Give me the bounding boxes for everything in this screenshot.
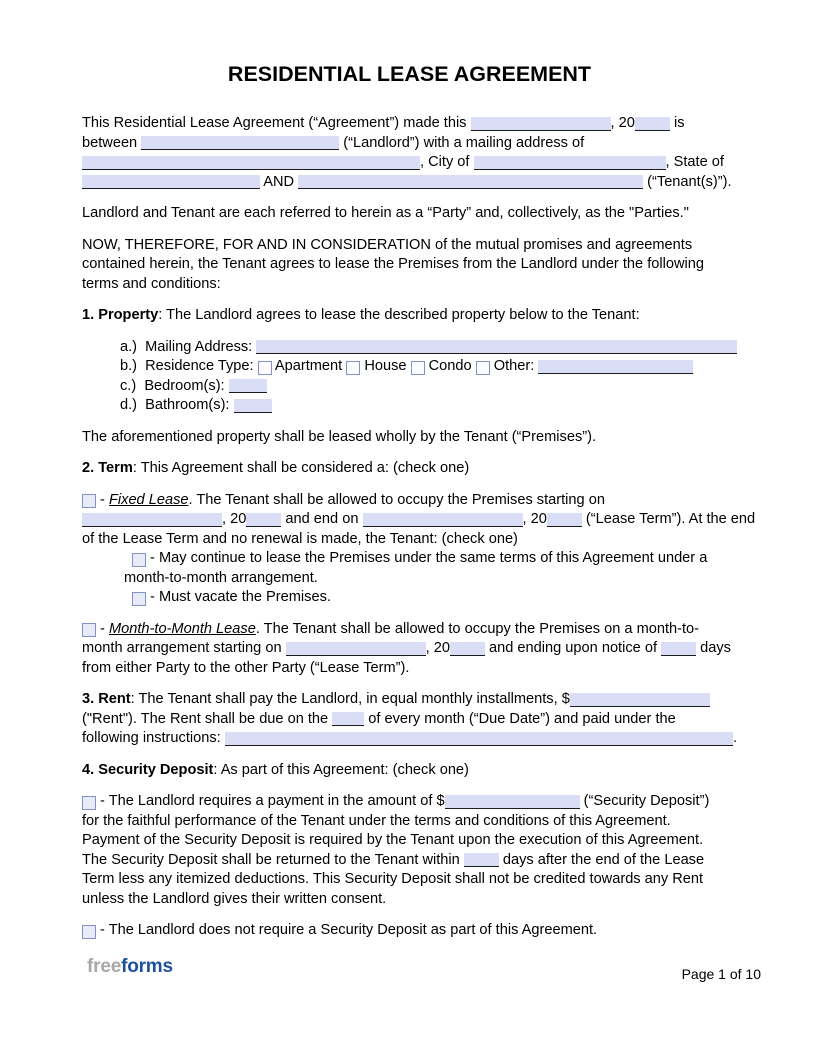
text-run: , 20 bbox=[610, 115, 635, 131]
blank-field[interactable] bbox=[332, 712, 364, 726]
blank-field[interactable] bbox=[82, 513, 222, 527]
text-line bbox=[82, 761, 737, 781]
text-run: - May continue to lease the Premises under the same terms of this Agreement under a bbox=[146, 550, 708, 566]
text-line bbox=[82, 153, 737, 173]
document-title: RESIDENTIAL LEASE AGREEMENT bbox=[227, 62, 592, 86]
checkbox[interactable] bbox=[82, 796, 96, 810]
text-line bbox=[82, 114, 737, 134]
text-run: (“Landlord”) with a mailing address of bbox=[339, 134, 585, 151]
text-run: month arrangement starting on bbox=[82, 640, 286, 656]
text-run: - Must vacate the Premises. bbox=[146, 589, 331, 605]
text-run: Other: bbox=[489, 358, 539, 374]
text-run: terms and conditions: bbox=[82, 275, 221, 292]
text-run: , 20 bbox=[222, 511, 247, 527]
text-line bbox=[82, 851, 737, 871]
blank-field[interactable] bbox=[661, 642, 696, 656]
text-line bbox=[82, 549, 737, 569]
text-run: . bbox=[732, 730, 737, 746]
checkbox[interactable] bbox=[82, 925, 96, 939]
blank-field[interactable] bbox=[474, 156, 666, 170]
text-run: month-to-month arrangement. bbox=[124, 569, 318, 586]
checkbox[interactable] bbox=[476, 361, 490, 375]
checkbox[interactable] bbox=[411, 361, 425, 375]
text-run: , City of bbox=[420, 154, 474, 170]
section-4-security-deposit-heading bbox=[82, 761, 737, 781]
text-run: and end on bbox=[281, 511, 363, 527]
lease-type-label: Fixed Lease bbox=[108, 491, 189, 508]
text-line bbox=[82, 428, 737, 448]
text-run: c.) Bedroom(s): bbox=[120, 377, 229, 394]
text-run: : The Landlord agrees to lease the described property below to the Tenant: bbox=[158, 307, 640, 323]
text-run: The aforementioned property shall be leased wholly by the Tenant (“Premises”). bbox=[82, 428, 597, 445]
section-label: 3. Rent bbox=[82, 691, 131, 707]
text-line bbox=[82, 338, 737, 358]
blank-field[interactable] bbox=[547, 513, 582, 527]
checkbox[interactable] bbox=[82, 494, 96, 508]
security-deposit-not-required-option bbox=[82, 921, 737, 941]
text-run: - The Landlord requires a payment in the amount of $ bbox=[96, 793, 445, 809]
text-run: between bbox=[82, 134, 142, 151]
checkbox[interactable] bbox=[132, 592, 146, 606]
text-run: Payment of the Security Deposit is required by the Tenant upon the execution of this Agreement. bbox=[82, 832, 704, 848]
text-run: (“Lease Term”). At the end bbox=[581, 511, 756, 527]
text-line bbox=[82, 690, 737, 710]
text-run: Apartment bbox=[271, 358, 347, 374]
text-run: is bbox=[669, 115, 685, 131]
text-run: : The Tenant shall pay the Landlord, in equal monthly installments, $ bbox=[130, 691, 570, 707]
text-line bbox=[82, 510, 756, 530]
premises-paragraph bbox=[82, 428, 737, 448]
text-run: The Security Deposit shall be returned to the Tenant within bbox=[82, 851, 464, 868]
text-line bbox=[82, 491, 737, 511]
text-line bbox=[82, 173, 737, 193]
text-line bbox=[82, 812, 737, 832]
checkbox[interactable] bbox=[258, 361, 272, 375]
text-run: of every month (“Due Date”) and paid under the bbox=[364, 710, 676, 727]
text-run: Landlord and Tenant are each referred to herein as a “Party” and, collectively, as the "Parties." bbox=[82, 205, 689, 221]
text-run: Term less any itemized deductions. This Security Deposit shall not be credited towards any Rent bbox=[82, 871, 704, 887]
text-line bbox=[82, 396, 737, 416]
text-line bbox=[82, 459, 737, 479]
intro-paragraph bbox=[82, 114, 737, 192]
section-label: 1. Property bbox=[82, 307, 159, 323]
text-run: - The Landlord does not require a Security Deposit as part of this Agreement. bbox=[96, 922, 598, 938]
consideration-paragraph bbox=[82, 236, 737, 295]
text-run: days bbox=[696, 640, 731, 656]
logo-forms-text: forms bbox=[121, 956, 173, 977]
text-line bbox=[82, 377, 737, 397]
text-run: - bbox=[96, 620, 109, 637]
section-label: 4. Security Deposit bbox=[82, 761, 214, 778]
page-number: Page 1 of 10 bbox=[681, 966, 761, 982]
blank-field[interactable] bbox=[141, 136, 339, 150]
text-line bbox=[82, 588, 737, 608]
text-run: House bbox=[360, 358, 411, 374]
text-run: : As part of this Agreement: (check one) bbox=[213, 761, 469, 778]
section-2-term-heading bbox=[82, 459, 737, 479]
text-run: unless the Landlord gives their written consent. bbox=[82, 890, 387, 907]
page-footer bbox=[87, 956, 761, 982]
text-line bbox=[82, 921, 737, 941]
blank-field[interactable] bbox=[471, 117, 611, 131]
text-run: ("Rent"). The Rent shall be due on the bbox=[82, 710, 333, 727]
month-to-month-option bbox=[82, 620, 737, 679]
text-run: b.) Residence Type: bbox=[120, 358, 258, 374]
blank-field[interactable] bbox=[635, 117, 670, 131]
blank-field[interactable] bbox=[363, 513, 523, 527]
blank-field[interactable] bbox=[450, 642, 485, 656]
text-line bbox=[82, 134, 737, 154]
text-run: NOW, THEREFORE, FOR AND IN CONSIDERATION of the mutual promises and agreements bbox=[82, 236, 693, 253]
text-line bbox=[82, 236, 737, 256]
text-run: AND bbox=[260, 173, 299, 190]
blank-field[interactable] bbox=[570, 693, 710, 707]
property-items bbox=[82, 338, 737, 416]
text-line bbox=[82, 204, 737, 224]
text-line bbox=[82, 870, 737, 890]
text-line bbox=[82, 357, 737, 377]
section-1-property-heading bbox=[82, 306, 737, 326]
text-run: Condo bbox=[424, 358, 476, 374]
text-run: , State of bbox=[665, 154, 724, 170]
text-line bbox=[82, 275, 737, 295]
blank-field[interactable] bbox=[246, 513, 281, 527]
text-run: , 20 bbox=[522, 511, 547, 527]
section-3-rent bbox=[82, 690, 737, 749]
checkbox[interactable] bbox=[82, 623, 96, 637]
text-run: - bbox=[96, 491, 109, 508]
text-line bbox=[82, 710, 737, 730]
text-line bbox=[82, 890, 737, 910]
text-run: . The Tenant shall be allowed to occupy the Premises on a month-to- bbox=[255, 620, 700, 637]
text-run: a.) Mailing Address: bbox=[120, 338, 257, 355]
text-run: (“Security Deposit”) bbox=[579, 793, 710, 809]
text-run: of the Lease Term and no renewal is made, the Tenant: (check one) bbox=[82, 530, 518, 547]
text-line bbox=[82, 659, 737, 679]
text-line bbox=[82, 729, 737, 749]
freeforms-logo bbox=[87, 956, 173, 978]
text-run: This Residential Lease Agreement (“Agreement”) made this bbox=[82, 115, 471, 131]
fixed-lease-option bbox=[82, 491, 756, 608]
text-run: , 20 bbox=[425, 640, 450, 656]
blank-field[interactable] bbox=[298, 175, 643, 189]
text-run: from either Party to the other Party (“Lease Term”). bbox=[82, 659, 410, 676]
blank-field[interactable] bbox=[286, 642, 426, 656]
text-run: . The Tenant shall be allowed to occupy the Premises starting on bbox=[188, 491, 605, 508]
text-line bbox=[82, 792, 737, 812]
text-run: : This Agreement shall be considered a: (check one) bbox=[132, 460, 470, 476]
document-body bbox=[0, 114, 819, 941]
text-run: for the faithful performance of the Tenant under the terms and conditions of this Agreement. bbox=[82, 812, 671, 829]
text-line bbox=[82, 831, 737, 851]
blank-field[interactable] bbox=[256, 340, 737, 354]
text-run: (“Tenant(s)”). bbox=[643, 173, 732, 190]
text-run: following instructions: bbox=[82, 730, 225, 746]
checkbox[interactable] bbox=[346, 361, 360, 375]
text-run: contained herein, the Tenant agrees to lease the Premises from the Landlord under the following bbox=[82, 256, 704, 272]
text-line bbox=[82, 639, 737, 659]
parties-paragraph bbox=[82, 204, 737, 224]
blank-field[interactable] bbox=[225, 732, 733, 746]
blank-field[interactable] bbox=[82, 175, 260, 189]
text-run: d.) Bathroom(s): bbox=[120, 397, 234, 413]
text-line bbox=[82, 530, 737, 550]
blank-field[interactable] bbox=[538, 360, 693, 374]
blank-field[interactable] bbox=[445, 795, 580, 809]
text-line bbox=[82, 306, 737, 326]
blank-field[interactable] bbox=[234, 399, 272, 413]
blank-field[interactable] bbox=[229, 379, 267, 393]
security-deposit-required-option bbox=[82, 792, 737, 909]
lease-type-label: Month-to-Month Lease bbox=[108, 620, 256, 637]
blank-field[interactable] bbox=[82, 156, 420, 170]
text-line bbox=[82, 255, 737, 275]
text-line bbox=[82, 620, 737, 640]
text-run: days after the end of the Lease bbox=[498, 851, 705, 868]
text-line bbox=[82, 569, 737, 589]
text-run: and ending upon notice of bbox=[484, 640, 662, 656]
checkbox[interactable] bbox=[132, 553, 146, 567]
section-label: 2. Term bbox=[82, 460, 133, 476]
blank-field[interactable] bbox=[464, 853, 499, 867]
logo-free-text: free bbox=[87, 956, 122, 977]
